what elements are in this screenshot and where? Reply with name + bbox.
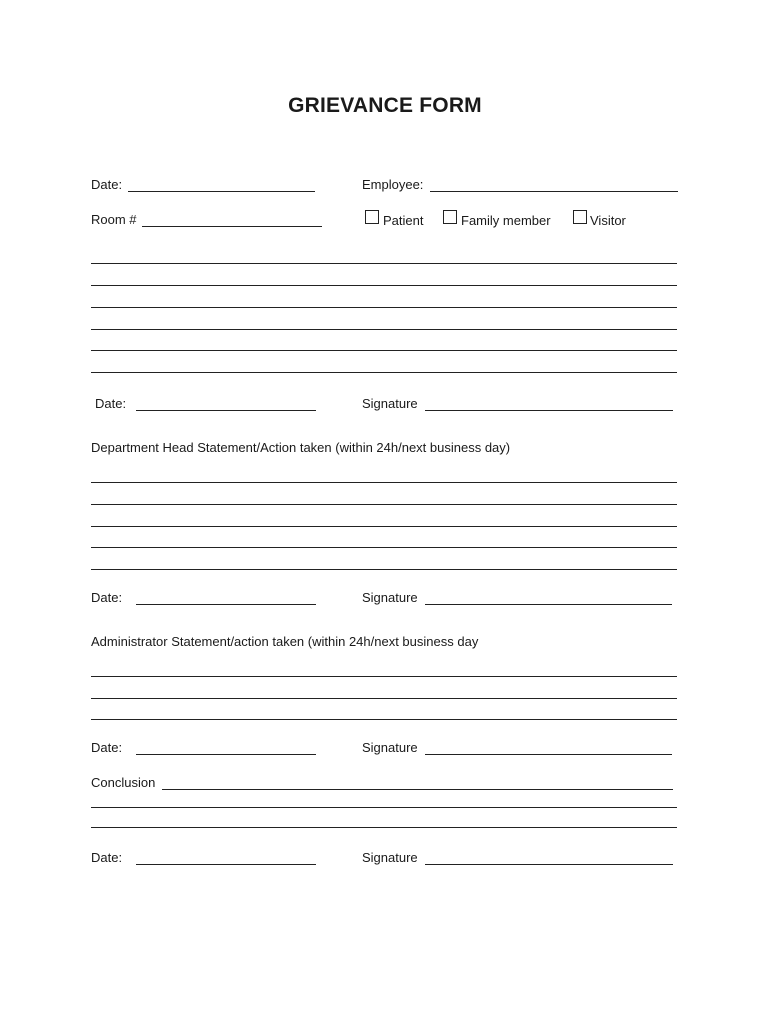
employee-label: Employee: xyxy=(362,177,424,192)
conclusion-signature-field[interactable] xyxy=(425,864,673,865)
department-line[interactable] xyxy=(91,569,677,570)
room-field[interactable] xyxy=(142,226,322,227)
employee-field[interactable] xyxy=(430,191,678,192)
conclusion-line[interactable] xyxy=(91,827,677,828)
sig1-date-label: Date: xyxy=(95,396,127,411)
conclusion-signature-label: Signature xyxy=(362,850,418,865)
conclusion-label: Conclusion xyxy=(91,775,156,790)
department-line[interactable] xyxy=(91,482,677,483)
family-member-label: Family member xyxy=(461,213,551,228)
administrator-signature-field[interactable] xyxy=(425,754,672,755)
department-line[interactable] xyxy=(91,526,677,527)
sig1-signature-label: Signature xyxy=(362,396,418,411)
complaint-line[interactable] xyxy=(91,350,677,351)
date-field[interactable] xyxy=(128,191,315,192)
visitor-label: Visitor xyxy=(590,213,626,228)
department-line[interactable] xyxy=(91,504,677,505)
conclusion-date-field[interactable] xyxy=(136,864,316,865)
department-signature-label: Signature xyxy=(362,590,418,605)
complaint-line[interactable] xyxy=(91,263,677,264)
department-date-label: Date: xyxy=(91,590,123,605)
conclusion-date-label: Date: xyxy=(91,850,123,865)
form-title: GRIEVANCE FORM xyxy=(288,94,482,117)
sig1-signature-field[interactable] xyxy=(425,410,673,411)
family-member-checkbox[interactable] xyxy=(443,210,457,224)
complaint-line[interactable] xyxy=(91,307,677,308)
conclusion-field[interactable] xyxy=(162,789,673,790)
complaint-line[interactable] xyxy=(91,285,677,286)
administrator-line[interactable] xyxy=(91,719,677,720)
administrator-signature-label: Signature xyxy=(362,740,418,755)
complaint-line[interactable] xyxy=(91,372,677,373)
date-label: Date: xyxy=(91,177,123,192)
department-heading: Department Head Statement/Action taken (within 24h/next business day) xyxy=(91,440,511,455)
department-line[interactable] xyxy=(91,547,677,548)
room-label: Room # xyxy=(91,212,137,227)
administrator-heading: Administrator Statement/action taken (within 24h/next business day xyxy=(91,634,479,649)
visitor-checkbox[interactable] xyxy=(573,210,587,224)
department-signature-field[interactable] xyxy=(425,604,672,605)
administrator-line[interactable] xyxy=(91,676,677,677)
administrator-date-label: Date: xyxy=(91,740,123,755)
administrator-line[interactable] xyxy=(91,698,677,699)
conclusion-line[interactable] xyxy=(91,807,677,808)
patient-label: Patient xyxy=(383,213,424,228)
department-date-field[interactable] xyxy=(136,604,316,605)
administrator-date-field[interactable] xyxy=(136,754,316,755)
sig1-date-field[interactable] xyxy=(136,410,316,411)
patient-checkbox[interactable] xyxy=(365,210,379,224)
complaint-line[interactable] xyxy=(91,329,677,330)
